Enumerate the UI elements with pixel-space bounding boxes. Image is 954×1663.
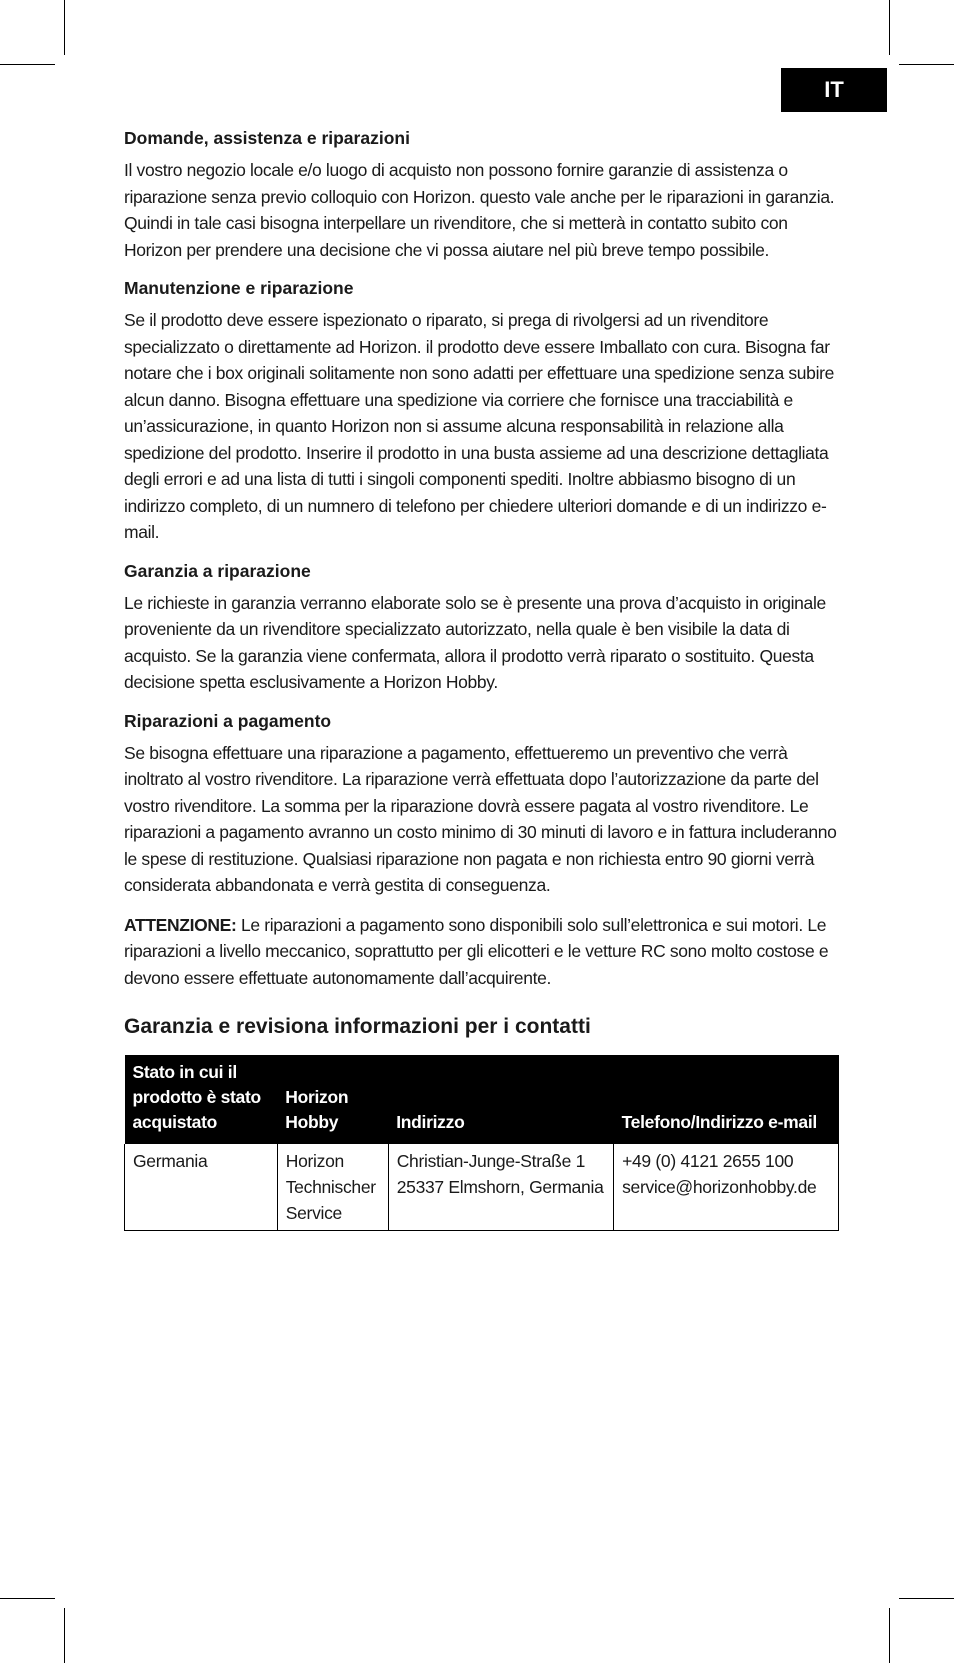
header-country [125, 1055, 278, 1144]
header-country-text: Stato in cui il prodotto è stato acquistato [132, 1062, 261, 1132]
crop-mark-top-right-horizontal [899, 64, 954, 65]
header-phone-email [614, 1055, 839, 1144]
section-body-assistance: Il vostro negozio locale e/o luogo di acquisto non possono fornire garanzie di assistenza o riparazione senza previo colloquio con Horizon. questo vale anche per le riparazioni in garanzia. Quindi in tale casi bisogna interpellare un rivenditore, che si metterà in contatto subito con Horizon per prendere una decisione che vi possa aiutare nel più breve tempo possibile. [124, 160, 835, 260]
section-body-paid-repairs: Se bisogna effettuare una riparazione a pagamento, effettueremo un preventivo che verrà inoltrato al vostro rivenditore. La riparazione verrà effettuata dopo l’autorizzazione da parte del vostro rivenditore. La somma per la riparazione dovrà essere pagata al vostro rivenditore. Le riparazioni a pagamento avranno un costo minimo di 30 minuti di lavoro e in fattura includeranno le spese di restituzione. Qualsiasi riparazione non pagata e non richiesta entro 90 giorni verrà considerata abbandonata e verrà gestita di conseguenza. [124, 742, 837, 895]
header-phone-email-text: Telefono/Indirizzo e-mail [621, 1112, 817, 1132]
crop-mark-bottom-left-vertical [64, 1608, 65, 1663]
section-heading-paid-repairs: Riparazioni a pagamento [124, 710, 332, 731]
crop-mark-bottom-right-vertical [889, 1608, 890, 1663]
header-horizon-hobby [277, 1055, 388, 1144]
cell-address-text: Christian-Junge-Straße 1 25337 Elmshorn, Germania [396, 1151, 604, 1197]
cell-service-text: Horizon Technischer Service [285, 1151, 376, 1223]
language-tab: IT [781, 68, 887, 112]
section-body-warranty-repair: Le richieste in garanzia verranno elaborate solo se è presente una prova d’acquisto in originale proveniente da un rivenditore specializzato autorizzato, nella quale è ben visibile la data di acquisto. Se la garanzia viene confermata, allora il prodotto verrà riparato o sostituito. Questa decisione spetta esclusivamente a Horizon Hobby. [124, 592, 826, 692]
warning-paragraph [124, 912, 839, 992]
cell-country [125, 1144, 278, 1231]
crop-mark-top-right-vertical [889, 0, 890, 55]
crop-mark-bottom-right-horizontal [899, 1598, 954, 1599]
table-header-row [125, 1055, 839, 1144]
section-heading-assistance: Domande, assistenza e riparazioni [124, 128, 410, 148]
section-heading-maintenance: Manutenzione e riparazione [124, 278, 354, 298]
contacts-heading: Garanzia e revisiona informazioni per i contatti [124, 1015, 591, 1038]
contacts-table [124, 1055, 839, 1231]
cell-country-text: Germania [133, 1151, 208, 1171]
crop-mark-bottom-left-horizontal [0, 1598, 55, 1599]
warning-label: ATTENZIONE: [124, 914, 237, 935]
header-address-text: Indirizzo [396, 1112, 465, 1132]
warning-text: Le riparazioni a pagamento sono disponibili solo sull’elettronica e sui motori. Le riparazioni a livello meccanico, soprattutto per gli elicotteri e le vetture RC sono molto costose e devono essere effettuate autonomamente dall’acquirente. [124, 914, 829, 988]
table-row [125, 1144, 839, 1231]
section-heading-warranty-repair: Garanzia a riparazione [124, 560, 311, 581]
section-body-maintenance: Se il prodotto deve essere ispezionato o riparato, si prega di rivolgersi ad un rivenditore specializzato o direttamente ad Horizon. il prodotto deve essere Imballato con cura. Bisogna far notare che i box originali solitamente non sono adatti per effettuare una spedizione senza subire alcun danno. Bisogna effettuare una spedizione via corriere che fornisce una tracciabilità e un’assicurazione, in quanto Horizon non si assume alcuna responsabilità in relazione alla spedizione del prodotto. Inserire il prodotto in una busta assieme ad una descrizione dettagliata degli errori e ad una lista di tutti i singoli componenti spediti. Inoltre abbiasmo bisogno di un indirizzo completo, di un numnero di telefono per chiedere ulteriori domande e di un indirizzo e-mail. [124, 310, 834, 542]
cell-service [277, 1144, 388, 1231]
page-content [124, 126, 839, 1231]
header-horizon-hobby-text: Horizon Hobby [285, 1087, 349, 1132]
header-address [388, 1055, 613, 1144]
crop-mark-top-left-horizontal [0, 64, 55, 65]
crop-mark-top-left-vertical [64, 0, 65, 55]
cell-contact [614, 1144, 839, 1231]
cell-address [388, 1144, 613, 1231]
cell-contact-text: +49 (0) 4121 2655 100 service@horizonhobby.de [622, 1151, 817, 1197]
